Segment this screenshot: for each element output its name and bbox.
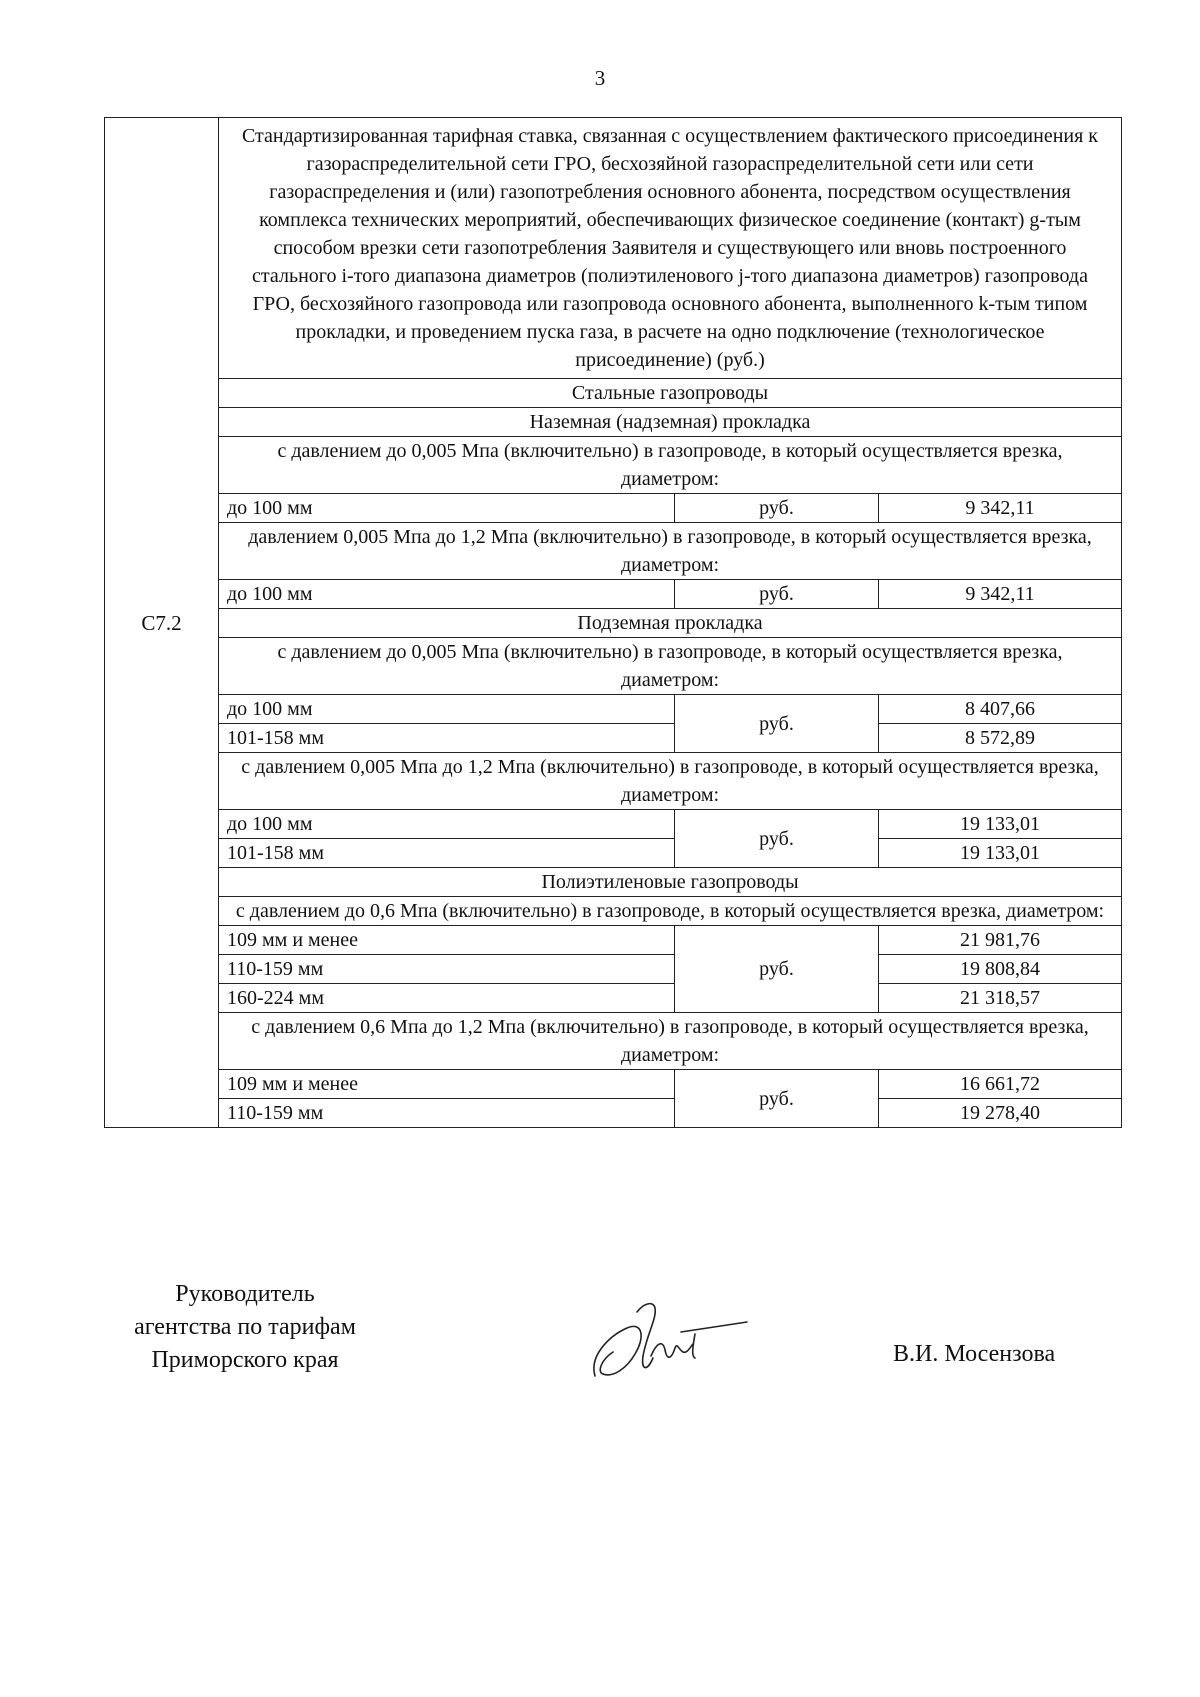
table-row [105,810,1122,839]
table-row [105,609,1122,638]
table-row [105,984,1122,1013]
handwritten-signature [583,1294,753,1389]
table-row [105,695,1122,724]
diameter-range: 110-159 мм [219,955,675,984]
pressure-condition: с давлением до 0,005 Мпа (включительно) в газопроводе, в который осуществляется врезка, диаметром: [219,638,1122,695]
table-row [105,1070,1122,1099]
table-row [105,839,1122,868]
section-header-steel: Стальные газопроводы [219,379,1122,408]
diameter-range: до 100 мм [219,695,675,724]
diameter-range: 160-224 мм [219,984,675,1013]
unit-cell: руб. [675,494,879,523]
rate-value: 9 342,11 [879,580,1122,609]
table-row [105,118,1122,379]
unit-cell: руб. [675,926,879,1013]
rate-value: 9 342,11 [879,494,1122,523]
table-row [105,724,1122,753]
diameter-range: 101-158 мм [219,724,675,753]
tariff-table [104,117,1122,1128]
diameter-range: 110-159 мм [219,1099,675,1128]
table-row [105,408,1122,437]
unit-cell: руб. [675,580,879,609]
signer-position-line: Приморского края [151,1347,339,1373]
table-row [105,897,1122,926]
signer-position-line: Руководитель [175,1281,315,1307]
table-row [105,868,1122,897]
rate-title: Стандартизированная тарифная ставка, связанная с осуществлением фактического присоединения к газораспределительной сети ГРО, бесхозяйной газораспределительной сети или сети газораспределения и (или) газопотребления основного абонента, посредством осуществления комплекса технических мероприятий, обеспечивающих физическое соединение (контакт) g-тым способом врезки сети газопотребления Заявителя и существующего или вновь построенного стального i-того диапазона диаметров (полиэтиленового j-того диапазона диаметров) газопровода ГРО, бесхозяйного газопровода или газопровода основного абонента, выполненного k-тым типом прокладки, и проведением пуска газа, в расчете на одно подключение (технологическое присоединение) (руб.) [219,118,1122,379]
rate-code: С7.2 [105,118,219,1128]
rate-value: 16 661,72 [879,1070,1122,1099]
diameter-range: 101-158 мм [219,839,675,868]
rate-value: 8 407,66 [879,695,1122,724]
rate-value: 19 133,01 [879,810,1122,839]
table-row [105,1013,1122,1070]
table-row [105,523,1122,580]
signer-position [100,1278,390,1377]
rate-value: 19 278,40 [879,1099,1122,1128]
pressure-condition: с давлением 0,6 Мпа до 1,2 Мпа (включительно) в газопроводе, в который осуществляется врезка, диаметром: [219,1013,1122,1070]
table-row [105,437,1122,494]
pressure-condition: с давлением до 0,6 Мпа (включительно) в газопроводе, в который осуществляется врезка, диаметром: [219,897,1122,926]
table-row [105,753,1122,810]
table-row [105,638,1122,695]
unit-cell: руб. [675,1070,879,1128]
page-number: 3 [594,66,606,90]
table-row [105,926,1122,955]
diameter-range: до 100 мм [219,494,675,523]
diameter-range: до 100 мм [219,580,675,609]
table-row [105,494,1122,523]
table-row [105,1099,1122,1128]
unit-cell: руб. [675,695,879,753]
signer-position-line: агентства по тарифам [134,1314,356,1340]
signer-name: В.И. Мосензова [893,1341,1056,1367]
rate-value: 21 318,57 [879,984,1122,1013]
diameter-range: до 100 мм [219,810,675,839]
subsection-header-underground: Подземная прокладка [219,609,1122,638]
table-row [105,379,1122,408]
diameter-range: 109 мм и менее [219,926,675,955]
pressure-condition: с давлением 0,005 Мпа до 1,2 Мпа (включительно) в газопроводе, в который осуществляется врезка, диаметром: [219,753,1122,810]
pressure-condition: с давлением до 0,005 Мпа (включительно) в газопроводе, в который осуществляется врезка, диаметром: [219,437,1122,494]
diameter-range: 109 мм и менее [219,1070,675,1099]
rate-value: 21 981,76 [879,926,1122,955]
subsection-header-above-ground: Наземная (надземная) прокладка [219,408,1122,437]
rate-value: 19 133,01 [879,839,1122,868]
section-header-polyethylene: Полиэтиленовые газопроводы [219,868,1122,897]
table-row [105,955,1122,984]
rate-value: 19 808,84 [879,955,1122,984]
pressure-condition: давлением 0,005 Мпа до 1,2 Мпа (включительно) в газопроводе, в который осуществляется врезка, диаметром: [219,523,1122,580]
table-row [105,580,1122,609]
unit-cell: руб. [675,810,879,868]
rate-value: 8 572,89 [879,724,1122,753]
